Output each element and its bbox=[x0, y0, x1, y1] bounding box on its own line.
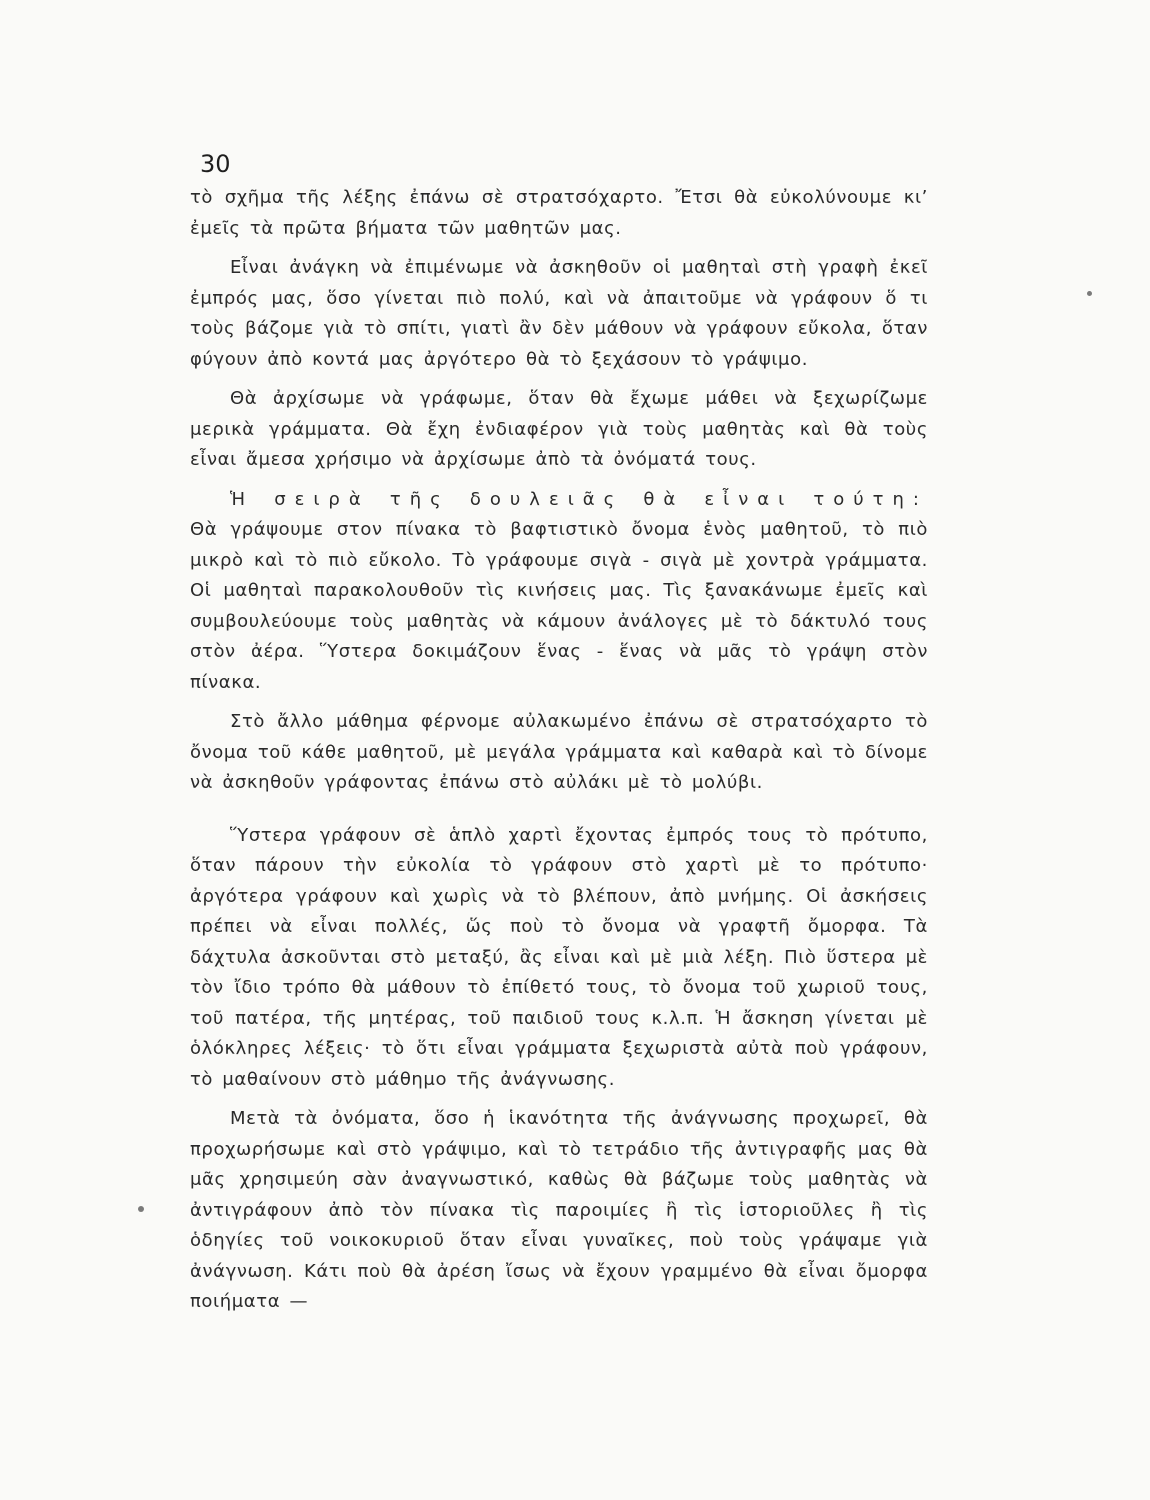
paragraph: Θὰ ἀρχίσωμε νὰ γράφωμε, ὅταν θὰ ἔχωμε μάθει νὰ ξεχωρίζωμε μερικὰ γράμματα. Θὰ ἔχη ἐνδιαφέρον γιὰ τοὺς μαθητὰς καὶ θὰ τοὺς εἶναι ἄμεσα χρήσιμο νὰ ἀρχίσωμε ἀπὸ τὰ ὀνόματά τους. bbox=[190, 388, 928, 470]
page-number: 30 bbox=[200, 150, 231, 178]
paragraph: Μετὰ τὰ ὀνόματα, ὅσο ἡ ἱκανότητα τῆς ἀνάγνωσης προχωρεῖ, θὰ προχωρήσωμε καὶ στὸ γράψιμο, καὶ τὸ τετράδιο τῆς ἀντιγραφῆς μας θὰ μᾶς χρησιμεύη σὰν ἀναγνωστικό, καθὼς θὰ βάζωμε τοὺς μαθητὰς νὰ ἀντιγράφουν ἀπὸ τὸν πίνακα τὶς παροιμίες ἢ τὶς ἱστοριοῦλες ἢ τὶς ὁδηγίες τοῦ νοικοκυριοῦ ὅταν εἶναι γυναῖκες, ποὺ τοὺς γράψαμε γιὰ ἀνάγνωση. Κάτι ποὺ θὰ ἀρέση ἴσως νὰ ἔχουν γραμμένο θὰ εἶναι ὄμορφα ποιήματα — bbox=[190, 1108, 928, 1312]
body-text bbox=[190, 183, 928, 1318]
paper-speck bbox=[138, 1206, 144, 1212]
paper-speck bbox=[1087, 291, 1092, 296]
paragraph: τὸ σχῆμα τῆς λέξης ἐπάνω σὲ στρατσόχαρτο. Ἔτσι θὰ εὐκολύνουμε κι’ ἐμεῖς τὰ πρῶτα βήματα τῶν μαθητῶν μας. bbox=[190, 187, 928, 239]
paragraph: Εἶναι ἀνάγκη νὰ ἐπιμένωμε νὰ ἀσκηθοῦν οἱ μαθηταὶ στὴ γραφὴ ἐκεῖ ἐμπρός μας, ὅσο γίνεται πιὸ πολύ, καὶ νὰ ἀπαιτοῦμε νὰ γράφουν ὅ τι τοὺς βάζομε γιὰ τὸ σπίτι, γιατὶ ἂν δὲν μάθουν νὰ γράφουν εὔκολα, ὅταν φύγουν ἀπὸ κοντά μας ἀργότερο θὰ τὸ ξεχάσουν τὸ γράψιμο. bbox=[190, 257, 928, 370]
paragraph-continuation: Θὰ γράψουμε στον πίνακα τὸ βαφτιστικὸ ὄνομα ἑνὸς μαθητοῦ, τὸ πιὸ μικρὸ καὶ τὸ πιὸ εὔκολο. Τὸ γράφουμε σιγὰ - σιγὰ μὲ χοντρὰ γράμματα. Οἱ μαθηταὶ παρακολουθοῦν τὶς κινήσεις μας. Τὶς ξανακάνωμε ἐμεῖς καὶ συμβουλεύουμε τοὺς μαθητὰς νὰ κάμουν ἀνάλογες μὲ τὸ δάκτυλό τους στὸν ἀέρα. Ὕστερα δοκιμάζουν ἕνας - ἕνας νὰ μᾶς τὸ γράψη στὸν πίνακα. bbox=[190, 519, 928, 693]
paragraph bbox=[190, 485, 928, 699]
spaced-lead-text: Ἡ σειρὰ τῆς δουλειᾶς θὰ εἶναι τούτη: bbox=[230, 488, 928, 510]
paragraph: Ὕστερα γράφουν σὲ ἁπλὸ χαρτὶ ἔχοντας ἐμπρός τους τὸ πρότυπο, ὅταν πάρουν τὴν εὐκολία τὸ γράφουν στὸ χαρτὶ μὲ το πρότυπο· ἀργότερα γράφουν καὶ χωρὶς νὰ τὸ βλέπουν, ἀπὸ μνήμης. Οἱ ἀσκήσεις πρέπει νὰ εἶναι πολλές, ὥς ποὺ τὸ ὄνομα νὰ γραφτῆ ὄμορφα. Τὰ δάχτυλα ἀσκοῦνται στὸ μεταξύ, ἂς εἶναι καὶ μὲ μιὰ λέξη. Πιὸ ὕστερα μὲ τὸν ἴδιο τρόπο θὰ μάθουν τὸ ἐπίθετό τους, τὸ ὄνομα τοῦ χωριοῦ τους, τοῦ πατέρα, τῆς μητέρας, τοῦ παιδιοῦ τους κ.λ.π. Ἡ ἄσκηση γίνεται μὲ ὁλόκληρες λέξεις· τὸ ὅτι εἶναι γράμματα ξεχωριστὰ αὐτὰ ποὺ γράφουν, τὸ μαθαίνουν στὸ μάθημο τῆς ἀνάγνωσης. bbox=[190, 824, 928, 1090]
paragraph: Στὸ ἄλλο μάθημα φέρνομε αὐλακωμένο ἐπάνω σὲ στρατσόχαρτο τὸ ὄνομα τοῦ κάθε μαθητοῦ, μὲ μεγάλα γράμματα καὶ καθαρὰ καὶ τὸ δίνομε νὰ ἀσκηθοῦν γράφοντας ἐπάνω στὸ αὐλάκι μὲ τὸ μολύβι. bbox=[190, 711, 928, 793]
